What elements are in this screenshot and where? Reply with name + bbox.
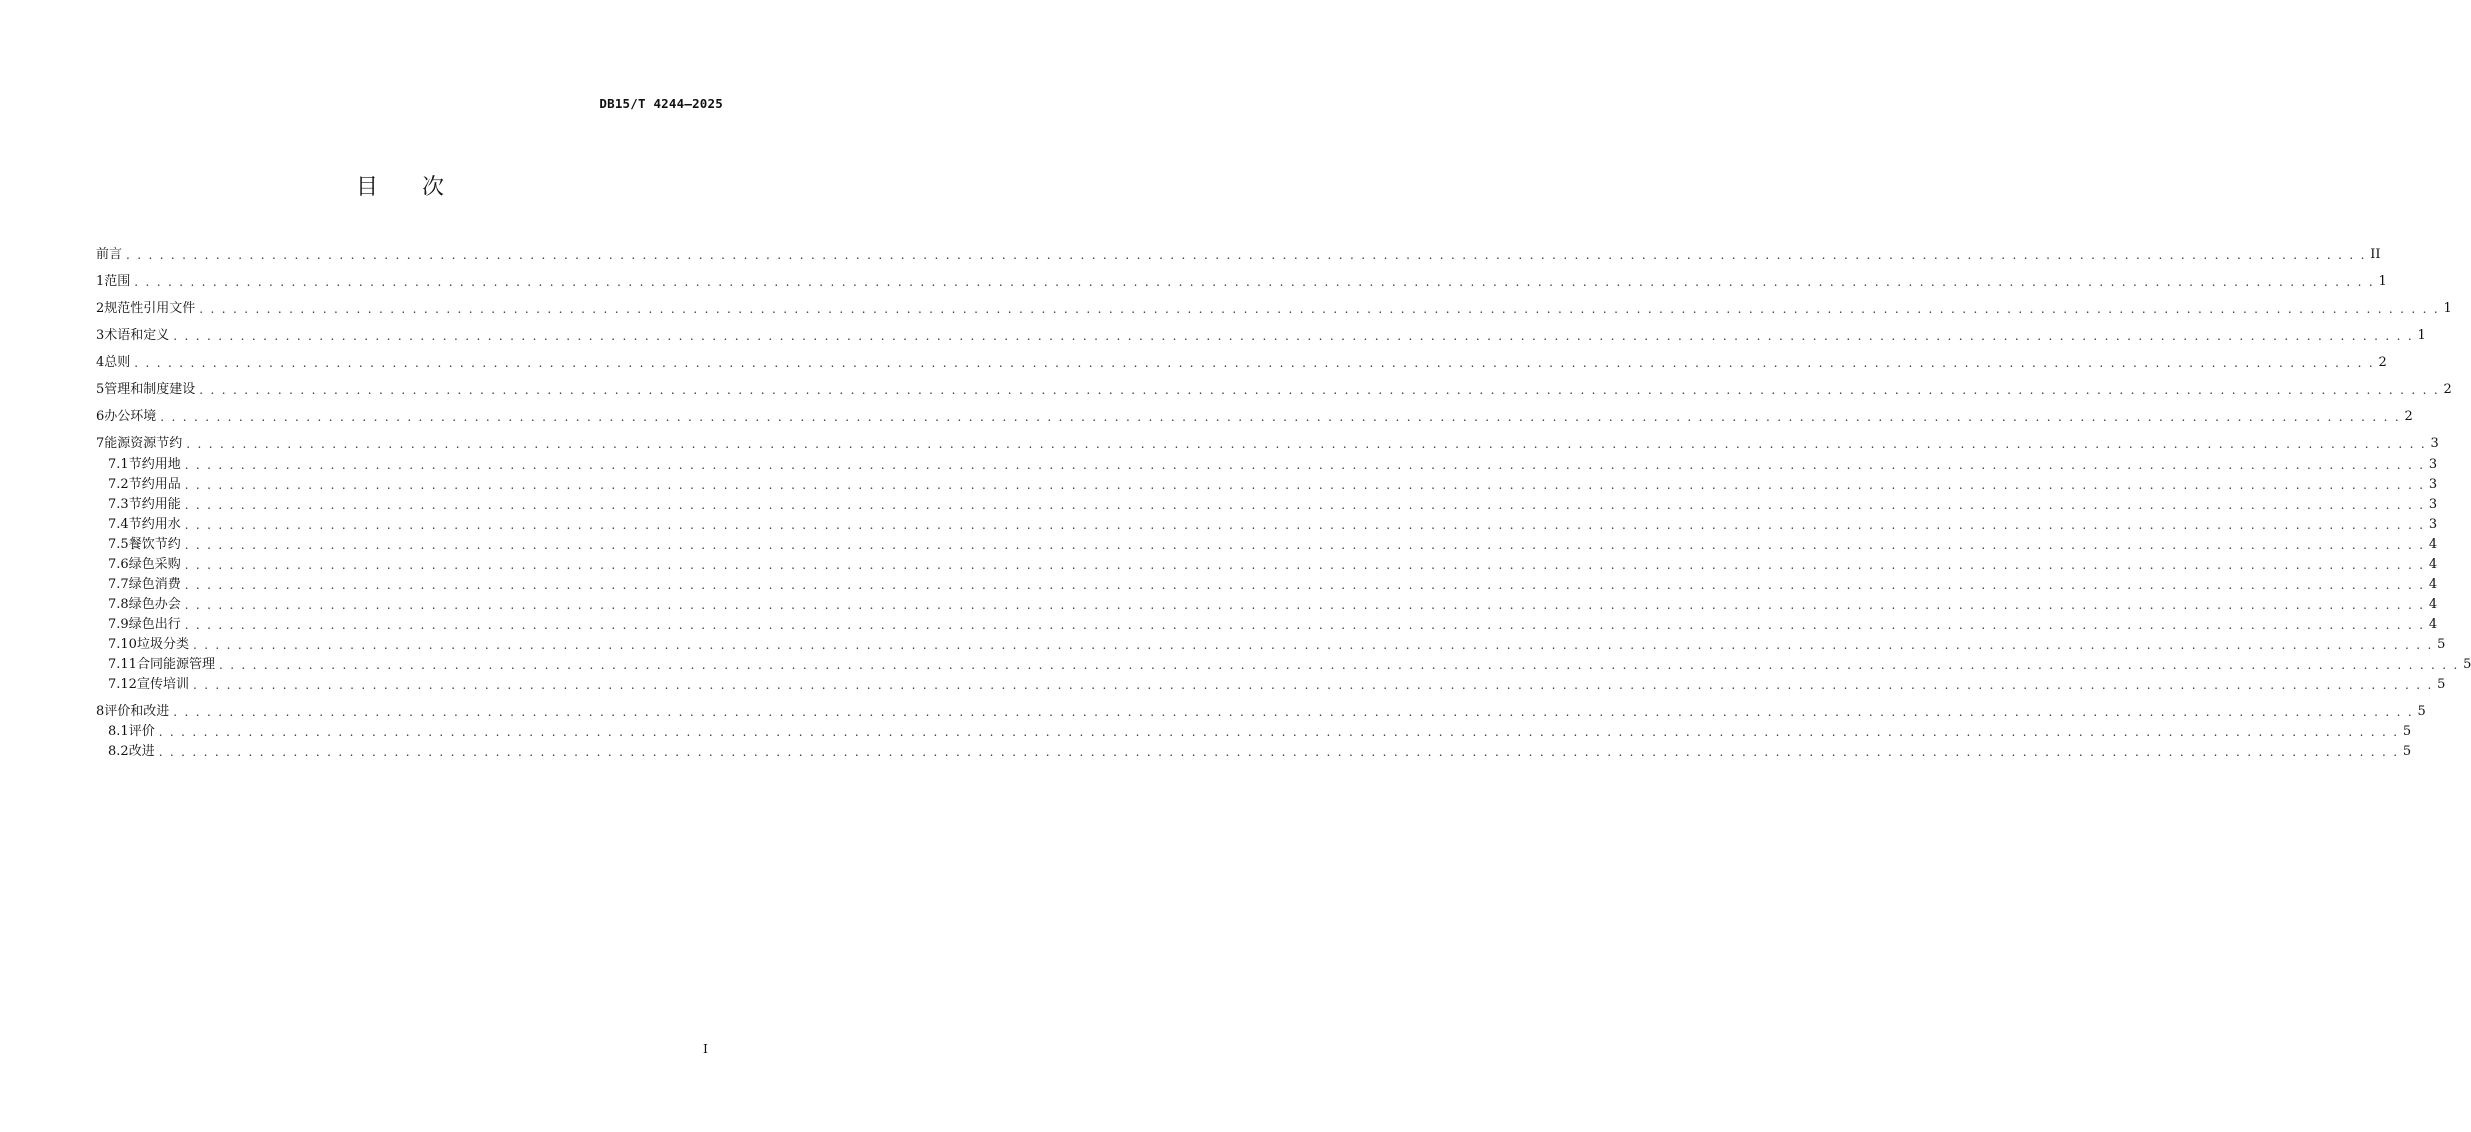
toc-entry-number: 8.1 [108,724,129,739]
toc-entry-page: 4 [2428,557,2438,572]
toc-entry-page: 3 [2428,477,2438,492]
toc-entry-label: 宣传培训 [136,677,189,692]
toc-entry[interactable] [108,613,2438,633]
toc-entry-label: 改进 [128,744,155,759]
toc-entry-number: 7.12 [108,677,137,692]
toc-entry-number: 7.11 [108,657,137,672]
toc-entry-number: 7.10 [108,637,137,652]
toc-entry-page: 4 [2428,577,2438,592]
toc-entry-number: 7.8 [108,597,129,612]
toc-entry-number: 8 [96,704,105,719]
toc-entry-label: 绿色出行 [128,617,181,632]
toc-entry-page: 4 [2428,597,2438,612]
toc-entry-page: II [2370,247,2381,262]
toc-entry-label: 绿色消费 [128,577,181,592]
toc-dot-leader: . . . . . . . . . . . . . . . . . . . . . . . . . . . . . . . . . . . . . . . . . . . . . . . . . . . . . . . . . . . . . . . . . . . . . . . . . . . . . . . . . . . . . . . . . . . . . . . . . . . . . . . . . . . . . . . . . . . . . . . . . . . . . . . . . . . . . . . . . . . . . . . . . . . . . . . . . . . . . . . . . . . . . . . . . . . . . . . . . . . . . . . . . . . . . . . . . . . . . . . . [173,705,2414,719]
toc-entry-label: 术语和定义 [104,328,170,343]
toc-entry[interactable] [108,493,2438,513]
toc-entry-number: 2 [96,301,105,316]
toc-entry-label: 范围 [104,274,131,289]
toc-entry-number: 7.1 [108,457,129,472]
toc-entry-number: 7 [96,436,105,451]
toc-entry[interactable] [96,243,2381,263]
toc-entry-number: 7.2 [108,477,129,492]
toc-entry-number: 7.7 [108,577,129,592]
toc-dot-leader: . . . . . . . . . . . . . . . . . . . . . . . . . . . . . . . . . . . . . . . . . . . . . . . . . . . . . . . . . . . . . . . . . . . . . . . . . . . . . . . . . . . . . . . . . . . . . . . . . . . . . . . . . . . . . . . . . . . . . . . . . . . . . . . . . . . . . . . . . . . . . . . . . . . . . . . . . . . . . . . . . . . . . . . . . . . . . . . . . . . . . . . . . . . . . . . . . . . . . . . . [192,638,2434,652]
toc-entry-label: 节约用水 [128,517,181,532]
toc-entry-number: 7.6 [108,557,129,572]
toc-dot-leader: . . . . . . . . . . . . . . . . . . . . . . . . . . . . . . . . . . . . . . . . . . . . . . . . . . . . . . . . . . . . . . . . . . . . . . . . . . . . . . . . . . . . . . . . . . . . . . . . . . . . . . . . . . . . . . . . . . . . . . . . . . . . . . . . . . . . . . . . . . . . . . . . . . . . . . . . . . . . . . . . . . . . . . . . . . . . . . . . . . . . . . . . . . . . . . . . . . . . . . . . [184,618,2425,632]
toc-dot-leader: . . . . . . . . . . . . . . . . . . . . . . . . . . . . . . . . . . . . . . . . . . . . . . . . . . . . . . . . . . . . . . . . . . . . . . . . . . . . . . . . . . . . . . . . . . . . . . . . . . . . . . . . . . . . . . . . . . . . . . . . . . . . . . . . . . . . . . . . . . . . . . . . . . . . . . . . . . . . . . . . . . . . . . . . . . . . . . . . . . . . . . . . . . . . . . . . . . . . . . . . [184,458,2425,472]
toc-dot-leader: . . . . . . . . . . . . . . . . . . . . . . . . . . . . . . . . . . . . . . . . . . . . . . . . . . . . . . . . . . . . . . . . . . . . . . . . . . . . . . . . . . . . . . . . . . . . . . . . . . . . . . . . . . . . . . . . . . . . . . . . . . . . . . . . . . . . . . . . . . . . . . . . . . . . . . . . . . . . . . . . . . . . . . . . . . . . . . . . . . . . . . . . . . . . . . . . . . . . . . . . [134,356,2375,370]
toc-entry-page: 2 [2404,409,2413,424]
toc-entry-page: 1 [2443,301,2452,316]
toc-dot-leader: . . . . . . . . . . . . . . . . . . . . . . . . . . . . . . . . . . . . . . . . . . . . . . . . . . . . . . . . . . . . . . . . . . . . . . . . . . . . . . . . . . . . . . . . . . . . . . . . . . . . . . . . . . . . . . . . . . . . . . . . . . . . . . . . . . . . . . . . . . . . . . . . . . . . . . . . . . . . . . . . . . . . . . . . . . . . . . . . . . . . . . . . . . . . . . . . . . . . . . . . [184,578,2425,592]
toc-entry-page: 3 [2430,436,2439,451]
toc-dot-leader: . . . . . . . . . . . . . . . . . . . . . . . . . . . . . . . . . . . . . . . . . . . . . . . . . . . . . . . . . . . . . . . . . . . . . . . . . . . . . . . . . . . . . . . . . . . . . . . . . . . . . . . . . . . . . . . . . . . . . . . . . . . . . . . . . . . . . . . . . . . . . . . . . . . . . . . . . . . . . . . . . . . . . . . . . . . . . . . . . . . . . . . . . . . . . . . . . . . . . . . . [192,678,2434,692]
toc-entry-label: 节约用地 [128,457,181,472]
toc-entry-label: 评价 [128,724,155,739]
toc-entry[interactable] [108,473,2438,493]
toc-entry[interactable] [108,453,2438,473]
toc-dot-leader: . . . . . . . . . . . . . . . . . . . . . . . . . . . . . . . . . . . . . . . . . . . . . . . . . . . . . . . . . . . . . . . . . . . . . . . . . . . . . . . . . . . . . . . . . . . . . . . . . . . . . . . . . . . . . . . . . . . . . . . . . . . . . . . . . . . . . . . . . . . . . . . . . . . . . . . . . . . . . . . . . . . . . . . . . . . . . . . . . . . . . . . . . . . . . . . . . . . . . . . . [184,498,2425,512]
toc-entry[interactable] [108,593,2438,613]
toc-entry-page: 5 [2417,704,2426,719]
toc-entry[interactable] [96,432,2439,452]
toc-entry-label: 合同能源管理 [136,657,215,672]
toc-entry-page: 5 [2402,744,2412,759]
toc-entry[interactable] [108,673,2446,693]
toc-entry[interactable] [108,720,2412,740]
toc-dot-leader: . . . . . . . . . . . . . . . . . . . . . . . . . . . . . . . . . . . . . . . . . . . . . . . . . . . . . . . . . . . . . . . . . . . . . . . . . . . . . . . . . . . . . . . . . . . . . . . . . . . . . . . . . . . . . . . . . . . . . . . . . . . . . . . . . . . . . . . . . . . . . . . . . . . . . . . . . . . . . . . . . . . . . . . . . . . . . . . . . . . . . . . . . . . . . . . . . . . . . . . . [199,383,2440,397]
toc-dot-leader: . . . . . . . . . . . . . . . . . . . . . . . . . . . . . . . . . . . . . . . . . . . . . . . . . . . . . . . . . . . . . . . . . . . . . . . . . . . . . . . . . . . . . . . . . . . . . . . . . . . . . . . . . . . . . . . . . . . . . . . . . . . . . . . . . . . . . . . . . . . . . . . . . . . . . . . . . . . . . . . . . . . . . . . . . . . . . . . . . . . . . . . . . . . . . . . . . . . . . . . . [126,248,2367,262]
toc-entry[interactable] [96,405,2413,425]
toc-entry-page: 1 [2417,328,2426,343]
toc-dot-leader: . . . . . . . . . . . . . . . . . . . . . . . . . . . . . . . . . . . . . . . . . . . . . . . . . . . . . . . . . . . . . . . . . . . . . . . . . . . . . . . . . . . . . . . . . . . . . . . . . . . . . . . . . . . . . . . . . . . . . . . . . . . . . . . . . . . . . . . . . . . . . . . . . . . . . . . . . . . . . . . . . . . . . . . . . . . . . . . . . . . . . . . . . . . . . . . . . . . . . . . . [184,538,2425,552]
toc-dot-leader: . . . . . . . . . . . . . . . . . . . . . . . . . . . . . . . . . . . . . . . . . . . . . . . . . . . . . . . . . . . . . . . . . . . . . . . . . . . . . . . . . . . . . . . . . . . . . . . . . . . . . . . . . . . . . . . . . . . . . . . . . . . . . . . . . . . . . . . . . . . . . . . . . . . . . . . . . . . . . . . . . . . . . . . . . . . . . . . . . . . . . . . . . . . . . . . . . . . . . . . . [184,558,2425,572]
toc-entry-number: 6 [96,409,105,424]
toc-entry-page: 5 [2402,724,2412,739]
toc-entry[interactable] [96,351,2387,371]
toc-entry-page: 5 [2437,677,2446,692]
toc-entry[interactable] [108,633,2446,653]
toc-entry-number: 7.3 [108,497,129,512]
toc-entry-number: 8.2 [108,744,129,759]
toc-entry-label: 前言 [96,247,123,262]
toc-entry-label: 评价和改进 [104,704,170,719]
toc-entry-label: 管理和制度建设 [104,382,196,397]
toc-dot-leader: . . . . . . . . . . . . . . . . . . . . . . . . . . . . . . . . . . . . . . . . . . . . . . . . . . . . . . . . . . . . . . . . . . . . . . . . . . . . . . . . . . . . . . . . . . . . . . . . . . . . . . . . . . . . . . . . . . . . . . . . . . . . . . . . . . . . . . . . . . . . . . . . . . . . . . . . . . . . . . . . . . . . . . . . . . . . . . . . . . . . . . . . . . . . . . . . . . . . . . . . [184,518,2425,532]
toc-entry-label: 办公环境 [104,409,157,424]
toc-entry-number: 4 [96,355,105,370]
toc-dot-leader: . . . . . . . . . . . . . . . . . . . . . . . . . . . . . . . . . . . . . . . . . . . . . . . . . . . . . . . . . . . . . . . . . . . . . . . . . . . . . . . . . . . . . . . . . . . . . . . . . . . . . . . . . . . . . . . . . . . . . . . . . . . . . . . . . . . . . . . . . . . . . . . . . . . . . . . . . . . . . . . . . . . . . . . . . . . . . . . . . . . . . . . . . . . . . . . . . . . . . . . . [134,275,2375,289]
toc-entry[interactable] [96,270,2387,290]
toc-entry-number: 7.9 [108,617,129,632]
toc-entry[interactable] [108,653,2471,673]
toc-entry[interactable] [96,324,2426,344]
toc-dot-leader: . . . . . . . . . . . . . . . . . . . . . . . . . . . . . . . . . . . . . . . . . . . . . . . . . . . . . . . . . . . . . . . . . . . . . . . . . . . . . . . . . . . . . . . . . . . . . . . . . . . . . . . . . . . . . . . . . . . . . . . . . . . . . . . . . . . . . . . . . . . . . . . . . . . . . . . . . . . . . . . . . . . . . . . . . . . . . . . . . . . . . . . . . . . . . . . . . . . . . . . . [184,598,2425,612]
toc-dot-leader: . . . . . . . . . . . . . . . . . . . . . . . . . . . . . . . . . . . . . . . . . . . . . . . . . . . . . . . . . . . . . . . . . . . . . . . . . . . . . . . . . . . . . . . . . . . . . . . . . . . . . . . . . . . . . . . . . . . . . . . . . . . . . . . . . . . . . . . . . . . . . . . . . . . . . . . . . . . . . . . . . . . . . . . . . . . . . . . . . . . . . . . . . . . . . . . . . . . . . . . . [199,302,2440,316]
footer-page-number: I [703,1041,708,1056]
toc-dot-leader: . . . . . . . . . . . . . . . . . . . . . . . . . . . . . . . . . . . . . . . . . . . . . . . . . . . . . . . . . . . . . . . . . . . . . . . . . . . . . . . . . . . . . . . . . . . . . . . . . . . . . . . . . . . . . . . . . . . . . . . . . . . . . . . . . . . . . . . . . . . . . . . . . . . . . . . . . . . . . . . . . . . . . . . . . . . . . . . . . . . . . . . . . . . . . . . . . . . . . . . . [158,725,2399,739]
toc-entry[interactable] [108,740,2412,760]
toc-dot-leader: . . . . . . . . . . . . . . . . . . . . . . . . . . . . . . . . . . . . . . . . . . . . . . . . . . . . . . . . . . . . . . . . . . . . . . . . . . . . . . . . . . . . . . . . . . . . . . . . . . . . . . . . . . . . . . . . . . . . . . . . . . . . . . . . . . . . . . . . . . . . . . . . . . . . . . . . . . . . . . . . . . . . . . . . . . . . . . . . . . . . . . . . . . . . . . . . . . . . . . . . [158,745,2399,759]
toc-entry-page: 3 [2428,517,2438,532]
toc-entry-label: 节约用能 [128,497,181,512]
toc-entry-number: 3 [96,328,105,343]
toc-entry-label: 餐饮节约 [128,537,181,552]
toc-entry-number: 5 [96,382,105,397]
toc-entry-label: 垃圾分类 [136,637,189,652]
toc-entry-page: 4 [2428,537,2438,552]
toc-entry[interactable] [96,297,2452,317]
toc-entry-label: 能源资源节约 [104,436,183,451]
toc-entry-number: 1 [96,274,105,289]
toc-entry[interactable] [108,553,2438,573]
toc-entry-page: 2 [2443,382,2452,397]
toc-entry-page: 1 [2378,274,2387,289]
toc-entry-label: 绿色办会 [128,597,181,612]
toc-dot-leader: . . . . . . . . . . . . . . . . . . . . . . . . . . . . . . . . . . . . . . . . . . . . . . . . . . . . . . . . . . . . . . . . . . . . . . . . . . . . . . . . . . . . . . . . . . . . . . . . . . . . . . . . . . . . . . . . . . . . . . . . . . . . . . . . . . . . . . . . . . . . . . . . . . . . . . . . . . . . . . . . . . . . . . . . . . . . . . . . . . . . . . . . . . . . . . . . . . . . . . . . [160,410,2401,424]
toc-entry-number: 7.5 [108,537,129,552]
toc-dot-leader: . . . . . . . . . . . . . . . . . . . . . . . . . . . . . . . . . . . . . . . . . . . . . . . . . . . . . . . . . . . . . . . . . . . . . . . . . . . . . . . . . . . . . . . . . . . . . . . . . . . . . . . . . . . . . . . . . . . . . . . . . . . . . . . . . . . . . . . . . . . . . . . . . . . . . . . . . . . . . . . . . . . . . . . . . . . . . . . . . . . . . . . . . . . . . . . . . . . . . . . . [173,329,2414,343]
toc-entry[interactable] [108,513,2438,533]
toc-entry[interactable] [96,378,2452,398]
toc-entry-number: 7.4 [108,517,129,532]
toc-dot-leader: . . . . . . . . . . . . . . . . . . . . . . . . . . . . . . . . . . . . . . . . . . . . . . . . . . . . . . . . . . . . . . . . . . . . . . . . . . . . . . . . . . . . . . . . . . . . . . . . . . . . . . . . . . . . . . . . . . . . . . . . . . . . . . . . . . . . . . . . . . . . . . . . . . . . . . . . . . . . . . . . . . . . . . . . . . . . . . . . . . . . . . . . . . . . . . . . . . . . . . . . [184,478,2425,492]
toc-entry-page: 4 [2428,617,2438,632]
toc-entry-label: 规范性引用文件 [104,301,196,316]
toc-entry-label: 总则 [104,355,131,370]
toc-entry-label: 节约用品 [128,477,181,492]
toc-entry-page: 2 [2378,355,2387,370]
toc-entry[interactable] [108,573,2438,593]
toc-dot-leader: . . . . . . . . . . . . . . . . . . . . . . . . . . . . . . . . . . . . . . . . . . . . . . . . . . . . . . . . . . . . . . . . . . . . . . . . . . . . . . . . . . . . . . . . . . . . . . . . . . . . . . . . . . . . . . . . . . . . . . . . . . . . . . . . . . . . . . . . . . . . . . . . . . . . . . . . . . . . . . . . . . . . . . . . . . . . . . . . . . . . . . . . . . . . . . . . . . . . . . . . [218,658,2460,672]
toc-entry-label: 绿色采购 [128,557,181,572]
toc-dot-leader: . . . . . . . . . . . . . . . . . . . . . . . . . . . . . . . . . . . . . . . . . . . . . . . . . . . . . . . . . . . . . . . . . . . . . . . . . . . . . . . . . . . . . . . . . . . . . . . . . . . . . . . . . . . . . . . . . . . . . . . . . . . . . . . . . . . . . . . . . . . . . . . . . . . . . . . . . . . . . . . . . . . . . . . . . . . . . . . . . . . . . . . . . . . . . . . . . . . . . . . . [186,437,2427,451]
toc-entry-page: 5 [2437,637,2446,652]
standard-code: DB15/T 4244—2025 [599,96,723,111]
toc-entry-page: 3 [2428,457,2438,472]
toc-entry[interactable] [108,533,2438,553]
toc-entry[interactable] [96,700,2426,720]
toc-entry-page: 3 [2428,497,2438,512]
toc-entry-page: 5 [2463,657,2471,672]
page-title: 目次 [355,175,488,200]
